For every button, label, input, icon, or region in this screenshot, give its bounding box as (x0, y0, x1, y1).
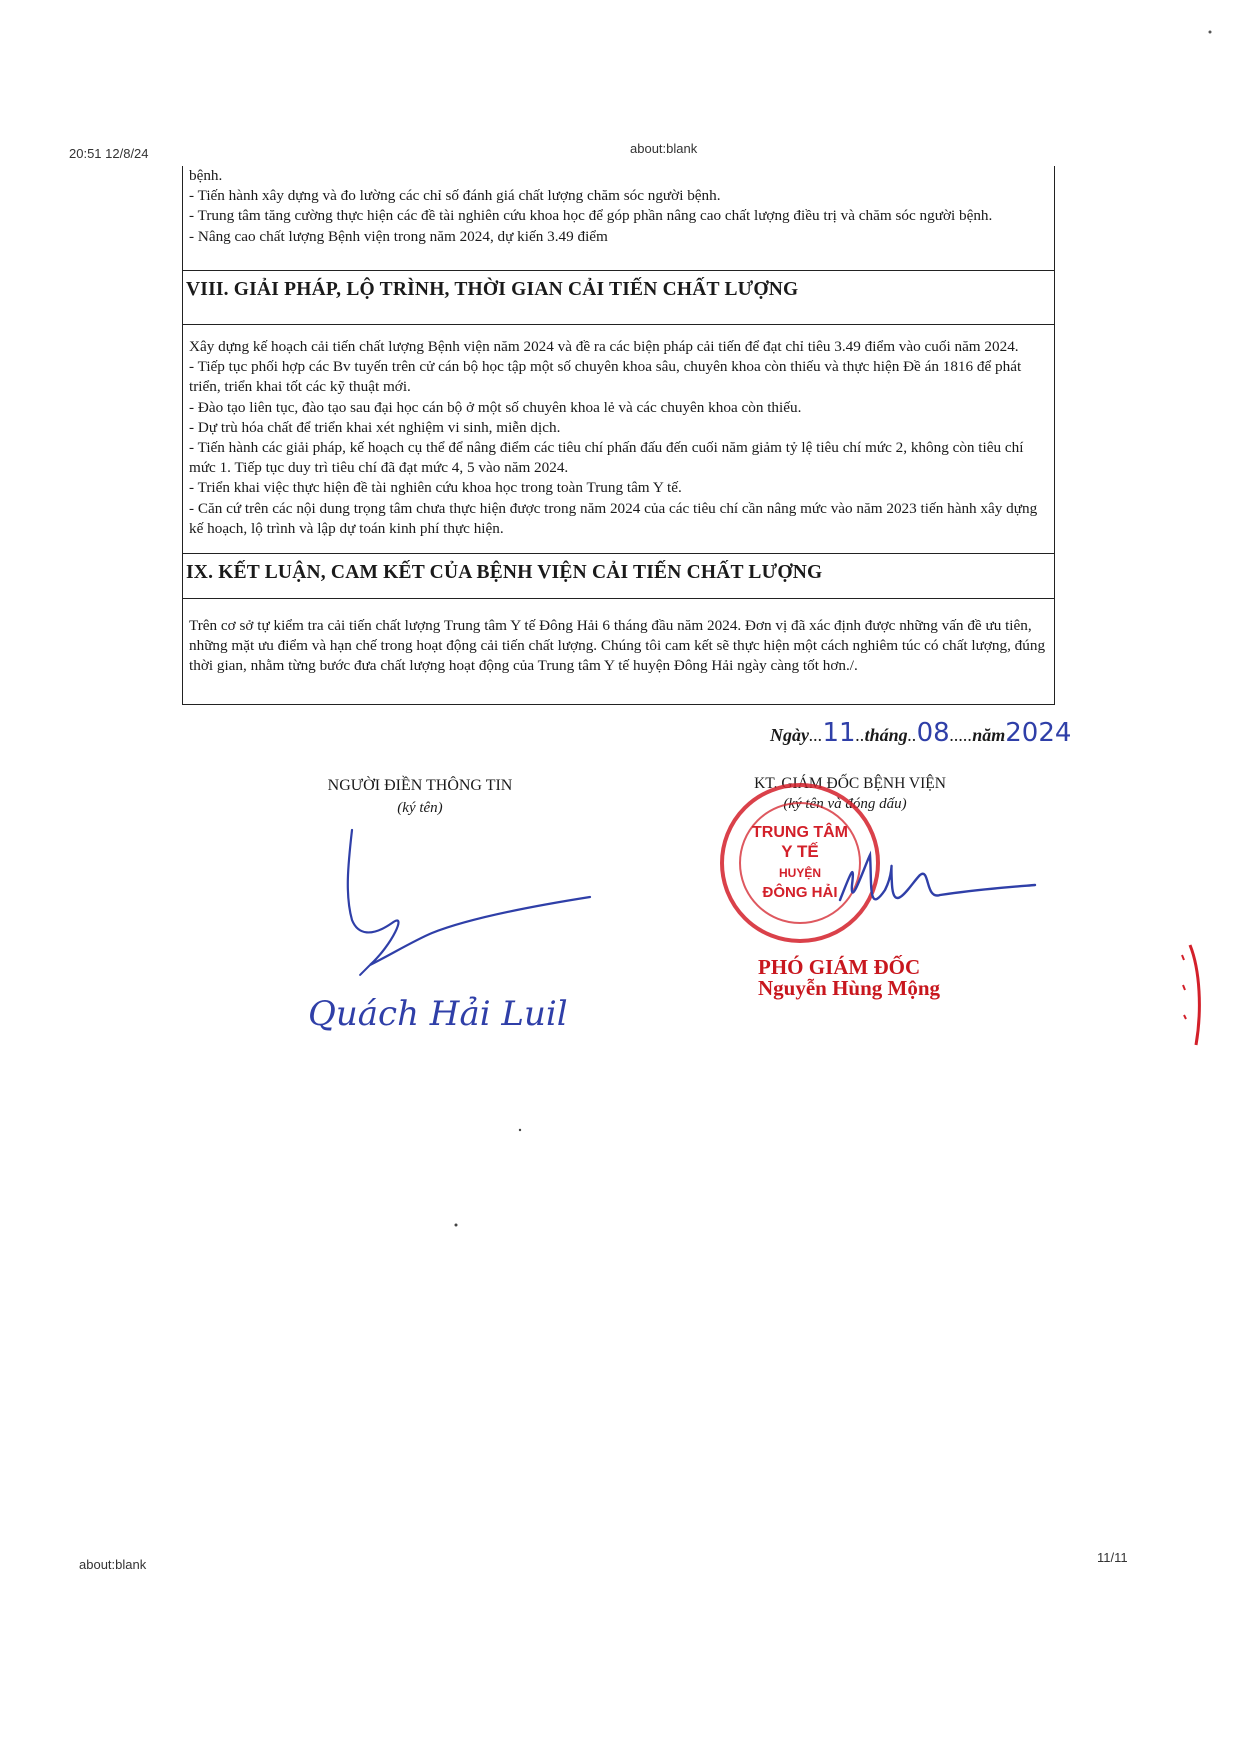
text-line: - Tiếp tục phối hợp các Bv tuyến trên cử cán bộ học tập một số chuyên khoa sâu, chuyên khoa còn thiếu và thực hiện Đề án 1816 để phát triển, triển khai tốt các kỹ thuật mới. (189, 358, 1022, 396)
left-signer-title: NGƯỜI ĐIỀN THÔNG TIN (327, 777, 513, 794)
date-year-label: năm (972, 725, 1006, 745)
date-day-label: Ngày (770, 725, 809, 745)
footer-page-number: 11/11 (1097, 1550, 1128, 1565)
seal-line-4: ĐÔNG HẢI (762, 884, 838, 901)
left-signer-note: (ký tên) (397, 800, 443, 816)
footer-url: about:blank (79, 1557, 147, 1572)
print-time: 20:51 12/8/24 (69, 146, 149, 161)
seal-line-2: Y TẾ (781, 842, 819, 861)
deputy-director-name: Nguyễn Hùng Mộng (758, 976, 941, 1000)
text-line: - Triển khai việc thực hiện đề tài nghiên cứu khoa học trong toàn Trung tâm Y tế. (189, 479, 682, 497)
text-line: Xây dựng kế hoạch cải tiến chất lượng Bệnh viện năm 2024 và đề ra các biện pháp cải tiến để đạt chỉ tiêu 3.49 điểm vào cuối năm 2024. (189, 338, 1019, 355)
date-month-label: tháng (864, 725, 908, 745)
right-signer-note: (ký tên và đóng dấu) (783, 796, 907, 812)
conclusion-text: Trên cơ sở tự kiểm tra cải tiến chất lượng Trung tâm Y tế Đông Hải 6 tháng đầu năm 2024. Đơn vị đã xác định được những vấn đề ưu tiên, những mặt ưu điểm và hạn chế trong hoạt động cải tiến chất lượng. Chúng tôi cam kết sẽ thực hiện một cách nghiêm túc có chất lượng, đúng thời gian, nhằm từng bước đưa chất lượng hoạt động của Trung tâm Y tế huyện Đông Hải ngày càng tốt hơn./. (189, 617, 1046, 675)
date-day: 11 (822, 718, 856, 748)
seal-line-1: TRUNG TÂM (752, 824, 848, 841)
section-heading-ix: IX. KẾT LUẬN, CAM KẾT CỦA BỆNH VIỆN CẢI TIẾN CHẤT LƯỢNG (183, 554, 1054, 599)
date-month: 08 (916, 718, 950, 748)
text-line: - Tiến hành xây dựng và đo lường các chỉ số đánh giá chất lượng chăm sóc người bệnh. (189, 187, 721, 205)
text-line: - Căn cứ trên các nội dung trọng tâm chưa thực hiện được trong năm 2024 của các tiêu chí cần nâng mức vào năm 2023 tiến hành xây dựng kế hoạch, lộ trình và lập dự toán kinh phí thực hiện. (189, 499, 1038, 537)
text-line: - Đào tạo liên tục, đào tạo sau đại học cán bộ ở một số chuyên khoa lẻ và các chuyên khoa còn thiếu. (189, 398, 802, 416)
left-signer-handwritten-name: Quách Hải Luil (308, 994, 568, 1034)
date-year: 2024 (1005, 718, 1072, 748)
text-line: - Nâng cao chất lượng Bệnh viện trong năm 2024, dự kiến 3.49 điểm (189, 227, 608, 245)
text-line: - Trung tâm tăng cường thực hiện các đề tài nghiên cứu khoa học để góp phần nâng cao chất lượng điều trị và chăm sóc người bệnh. (189, 207, 993, 225)
text-line: - Dự trù hóa chất để triển khai xét nghiệm vi sinh, miễn dịch. (189, 418, 561, 436)
print-url: about:blank (630, 141, 698, 156)
text-line: - Tiến hành các giải pháp, kế hoạch cụ thể để nâng điểm các tiêu chí phấn đấu đến cuối năm giảm tỷ lệ tiêu chí mức 2, không còn tiêu chí mức 1. Tiếp tục duy trì tiêu chí đã đạt mức 4, 5 vào năm 2024. (189, 439, 1024, 477)
deputy-director-title: PHÓ GIÁM ĐỐC (758, 955, 921, 979)
date-line: Ngày...11..tháng..08.....năm2024 (770, 718, 1072, 748)
text-line: bệnh. (189, 167, 223, 184)
seal-line-3: HUYỆN (778, 866, 822, 880)
right-signer-title: KT. GIÁM ĐỐC BỆNH VIỆN (754, 775, 946, 792)
section-heading-viii: VIII. GIẢI PHÁP, LỘ TRÌNH, THỜI GIAN CẢI TIẾN CHẤT LƯỢNG (183, 271, 1054, 325)
